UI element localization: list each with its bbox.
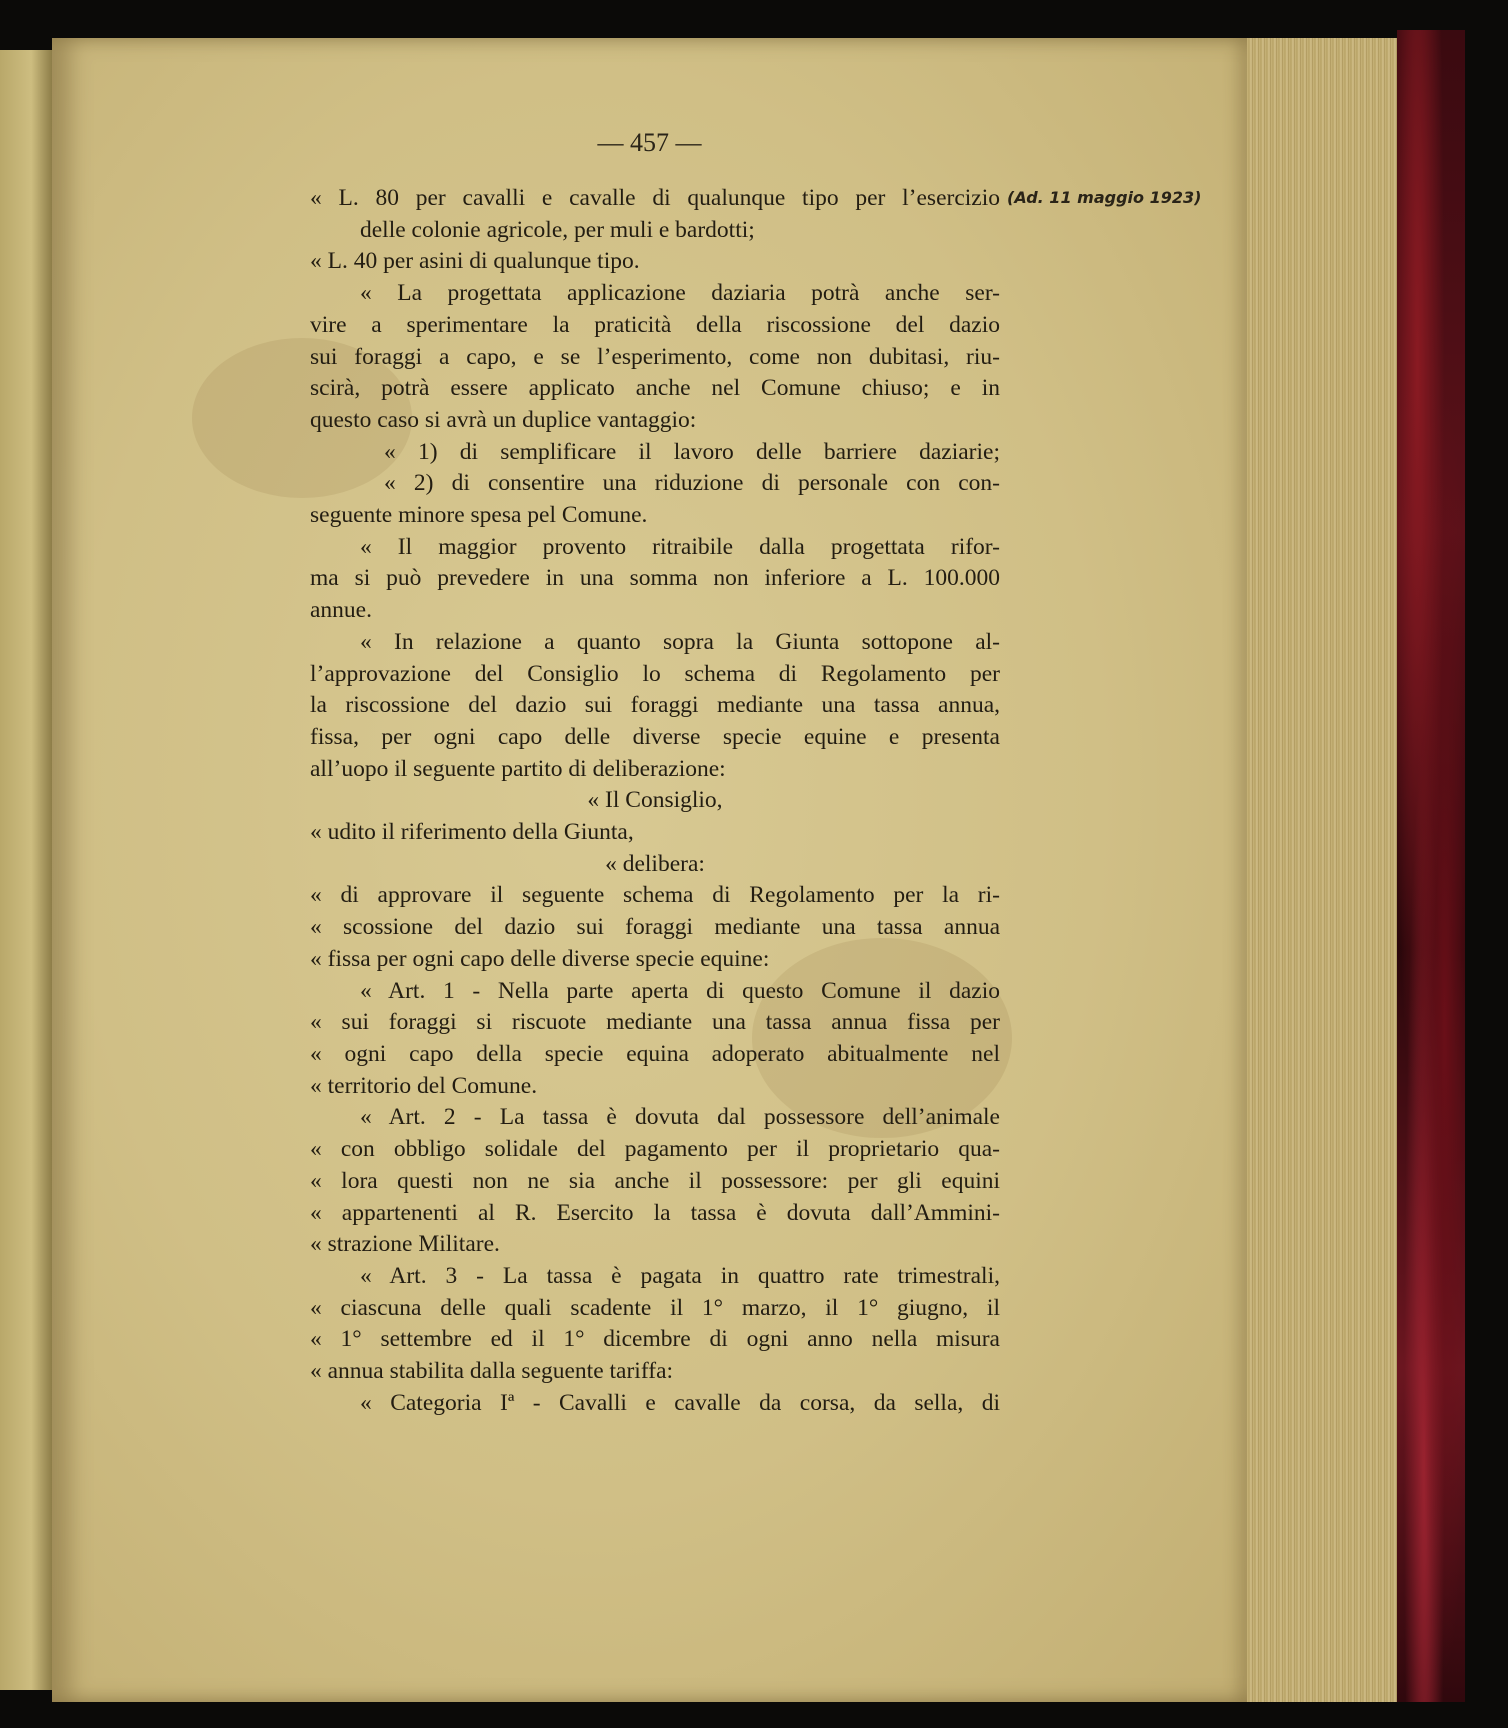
page <box>52 38 1247 1702</box>
text-line: scirà, potrà essere applicato anche nel Comune chiuso; e in <box>310 375 1000 402</box>
text-line: « 1) di semplificare il lavoro delle barriere daziarie; <box>384 438 1000 465</box>
text-line: « Art. 1 - Nella parte aperta di questo Comune il dazio <box>360 977 1000 1004</box>
text-line: « 1° settembre ed il 1° dicembre di ogni anno nella misura <box>310 1326 1000 1353</box>
text-line: fissa, per ogni capo delle diverse specie equine e presenta <box>310 723 1000 750</box>
book-spread <box>0 30 1508 1702</box>
text-line: « L. 40 per asini di qualunque tipo. <box>310 248 640 275</box>
text-line: « con obbligo solidale del pagamento per il proprietario qua- <box>310 1136 1000 1163</box>
text-line: vire a sperimentare la praticità della riscossione del dazio <box>310 311 1000 338</box>
text-line: « Art. 3 - La tassa è pagata in quattro rate trimestrali, <box>360 1262 1000 1289</box>
text-line: « In relazione a quanto sopra la Giunta sottopone al- <box>360 628 1000 655</box>
left-page-edge <box>0 50 52 1690</box>
side-note-date: (Ad. 11 maggio 1923) <box>1007 188 1202 207</box>
text-line: « udito il riferimento della Giunta, <box>310 819 634 846</box>
text-line: l’approvazione del Consiglio lo schema di Regolamento per <box>310 660 1000 687</box>
text-line: « Il Consiglio, <box>587 787 723 814</box>
page-block-edge <box>1247 38 1397 1702</box>
text-line: all’uopo il seguente partito di deliberazione: <box>310 755 726 782</box>
text-line: annue. <box>310 597 372 624</box>
text-line: seguente minore spesa pel Comune. <box>310 502 648 529</box>
text-line: « strazione Militare. <box>310 1231 500 1258</box>
text-line: « La progettata applicazione daziaria potrà anche ser- <box>360 280 1000 307</box>
text-line: « Categoria Iª - Cavalli e cavalle da corsa, da sella, di <box>360 1389 1000 1416</box>
text-line: « di approvare il seguente schema di Regolamento per la ri- <box>310 882 1000 909</box>
text-line: la riscossione del dazio sui foraggi mediante una tassa annua, <box>310 692 1000 719</box>
text-line: ma si può prevedere in una somma non inferiore a L. 100.000 <box>310 565 1000 592</box>
text-line: « Il maggior provento ritraibile dalla progettata rifor- <box>360 533 1000 560</box>
text-line: « fissa per ogni capo delle diverse specie equine: <box>310 945 770 972</box>
book-cover-marbled <box>1397 30 1465 1702</box>
text-line: delle colonie agricole, per muli e bardotti; <box>360 216 755 243</box>
text-line: « delibera: <box>605 850 705 877</box>
text-line: « L. 80 per cavalli e cavalle di qualunque tipo per l’esercizio <box>310 185 1000 211</box>
text-line: sui foraggi a capo, e se l’esperimento, come non dubitasi, riu- <box>310 343 1000 370</box>
text-line: « scossione del dazio sui foraggi mediante una tassa annua <box>310 914 1000 941</box>
text-line: « 2) di consentire una riduzione di personale con con- <box>384 470 1000 497</box>
text-line: « annua stabilita dalla seguente tariffa: <box>310 1358 674 1385</box>
text-line: « territorio del Comune. <box>310 1072 538 1099</box>
text-line: questo caso si avrà un duplice vantaggio: <box>310 406 697 433</box>
text-column <box>310 183 1000 1419</box>
text-line: « ogni capo della specie equina adoperato abitualmente nel <box>310 1040 1000 1067</box>
text-line: « sui foraggi si riscuote mediante una tassa annua fissa per <box>310 1009 1000 1036</box>
text-line: « ciascuna delle quali scadente il 1° marzo, il 1° giugno, il <box>310 1294 1000 1321</box>
text-line: « Art. 2 - La tassa è dovuta dal possessore dell’animale <box>360 1104 1000 1131</box>
text-line: « lora questi non ne sia anche il possessore: per gli equini <box>310 1167 1000 1194</box>
text-line: « appartenenti al R. Esercito la tassa è dovuta dall’Ammini- <box>310 1199 1000 1226</box>
page-number: — 457 — <box>597 128 702 157</box>
